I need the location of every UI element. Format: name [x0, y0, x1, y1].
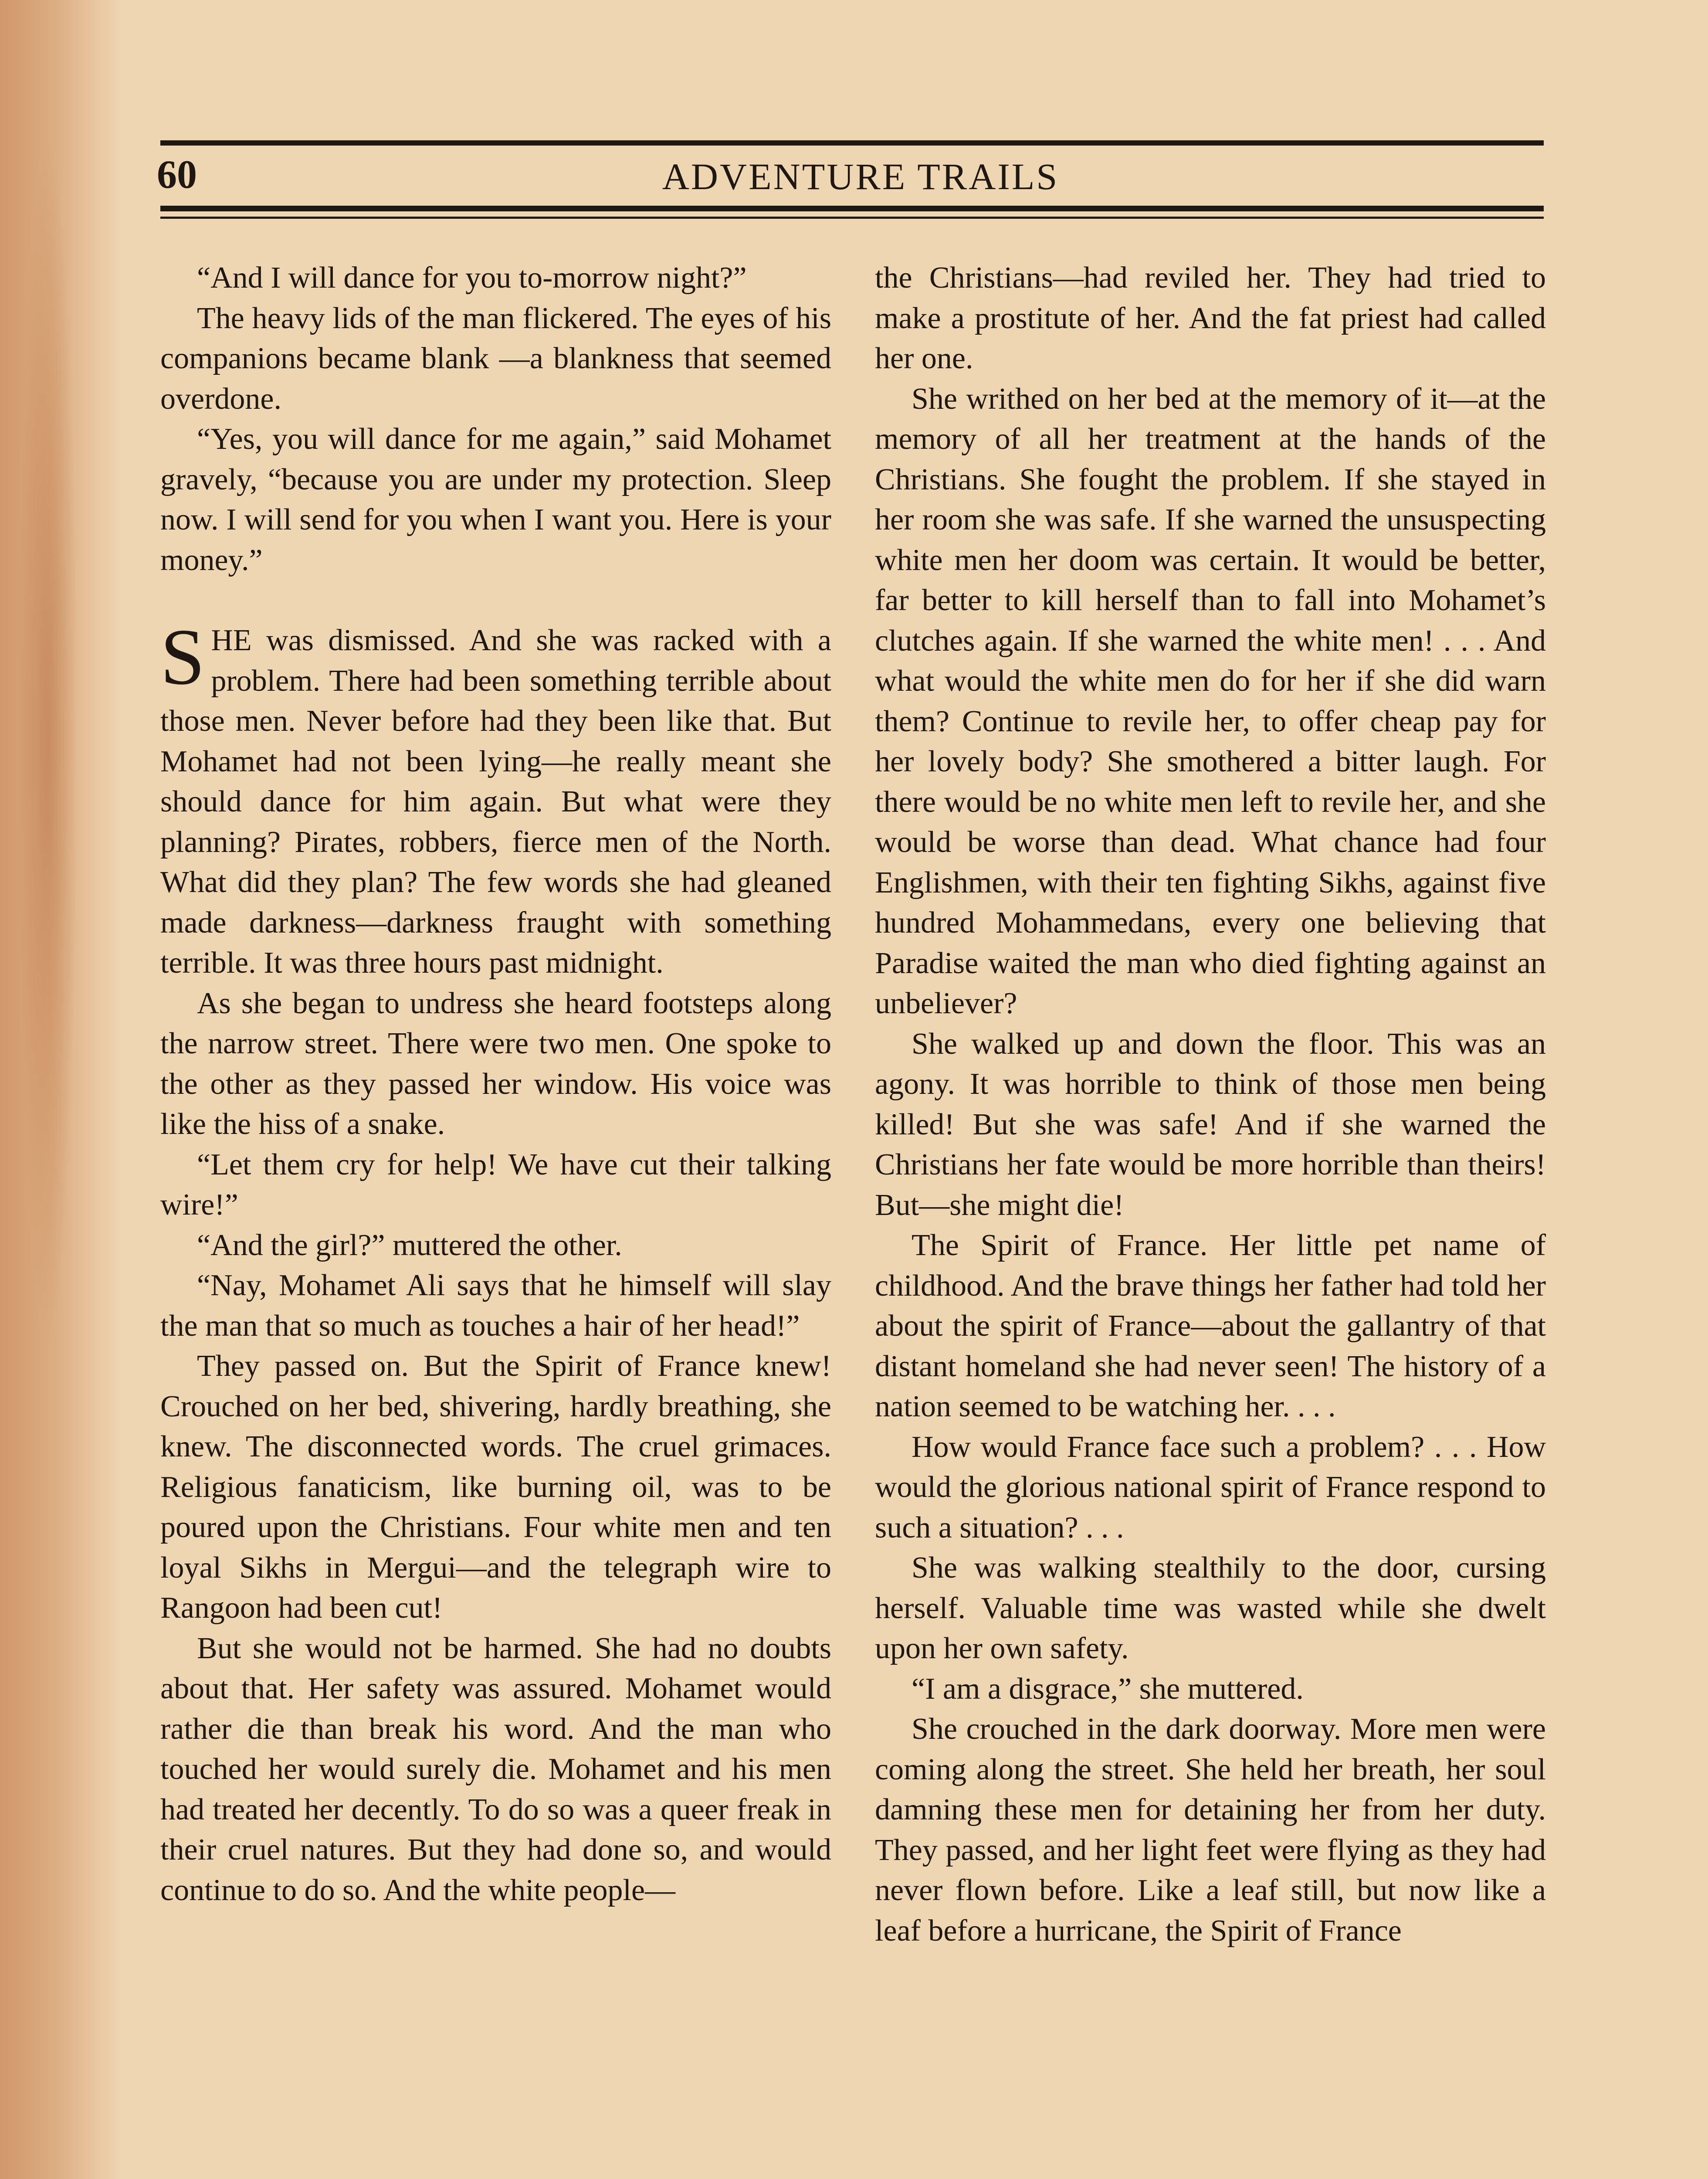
paragraph: “And the girl?” muttered the other. [197, 1228, 622, 1262]
paragraph: The heavy lids of the man flickered. The eyes of his companions became blank —a blankness that seemed overdone. [160, 301, 831, 416]
paragraph: But she would not be harmed. She had no doubts about that. Her safety was assured. Mohamet would rather die than break his word. And the man who touched her would surely die. Mohamet and his men had treated her decently. To do so was a queer freak in their cruel natures. But they had done so, and would continue to do so. And the white people— [160, 1631, 831, 1907]
paragraph: They passed on. But the Spirit of France knew! Crouched on her bed, shivering, hardly breathing, she knew. The disconnected words. The cruel grimaces. Religious fanaticism, like burning oil, was to be poured upon the Christians. Four white men and ten loyal Sikhs in Mergui—and the telegraph wire to Rangoon had been cut! [160, 1349, 831, 1625]
paragraph: “Nay, Mohamet Ali says that he himself will slay the man that so much as touches a hair of her head!” [160, 1269, 831, 1343]
paragraph: the Christians—had reviled her. They had tried to make a prostitute of her. And the fat priest had called her one. [875, 261, 1546, 375]
right-column [875, 258, 1546, 1951]
section-break [160, 580, 831, 621]
header-rule-bottom-thin [160, 217, 1544, 219]
section-opening-paragraph [160, 612, 831, 984]
running-title: ADVENTURE TRAILS [662, 156, 1059, 197]
paragraph: The Spirit of France. Her little pet name of childhood. And the brave things her father had told her about the spirit of France—about the gallantry of that distant homeland she had never seen! The history of a nation seemed to be watching her. . . . [875, 1229, 1546, 1423]
paragraph: “I am a disgrace,” she muttered. [912, 1672, 1304, 1706]
page-number: 60 [157, 152, 197, 197]
paragraph: She writhed on her bed at the memory of it—at the memory of all her treatment at the hands of the Christians. She fought the problem. If she stayed in her room she was safe. If she warned the unsuspecting white men her doom was certain. It would be better, far better to kill herself than to fall into Mohamet’s clutches again. If she warned the white men! . . . And what would the white men do for her if she did warn them? Continue to revile her, to offer cheap pay for her lovely body? She smothered a bitter laugh. For there would be no white men left to revile her, and she would be worse than dead. What chance had four Englishmen, with their ten fighting Sikhs, against five hundred Mohammedans, every one believing that Paradise waited the man who died fighting against an unbeliever? [875, 382, 1546, 1020]
page-stain-dark [17, 131, 78, 1351]
header-rule-bottom [160, 206, 1544, 211]
left-column [160, 258, 831, 1911]
paragraph: How would France face such a problem? . . . How would the glorious national spirit of France respond to such a situation? . . . [875, 1430, 1546, 1544]
paragraph: “And I will dance for you to-morrow night?” [197, 261, 747, 295]
paragraph: “Yes, you will dance for me again,” said Mohamet gravely, “because you are under my protection. Sleep now. I will send for you when I want you. Here is your money.” [160, 422, 831, 577]
paragraph: She walked up and down the floor. This was an agony. It was horrible to think of those men being killed! But she was safe! And if she warned the Christians her fate would be more horrible than theirs! But—she might die! [875, 1027, 1546, 1222]
paragraph: She was walking stealthily to the door, cursing herself. Valuable time was wasted while she dwelt upon her own safety. [875, 1551, 1546, 1665]
paragraph: She crouched in the dark doorway. More men were coming along the street. She held her breath, her soul damning these men for detaining her from her duty. They passed, and her light feet were flying as they had never flown before. Like a leaf still, but now like a leaf before a hurricane, the Spirit of France [875, 1712, 1546, 1948]
header-rule-top [160, 140, 1544, 146]
paragraph: As she began to undress she heard footsteps along the narrow street. There were two men. One spoke to the other as they passed her window. His voice was like the hiss of a snake. [160, 986, 831, 1141]
paragraph: “Let them cry for help! We have cut their talking wire!” [160, 1147, 831, 1222]
drop-cap: S [160, 612, 205, 701]
section-opening-text: HE was dismissed. And she was racked with a problem. There had been something terrible about those men. Never before had they been like that. But Mohamet had not been lying—he really meant she should dance for him again. But what were they planning? Pirates, robbers, fierce men of the North. What did they plan? The few words she had gleaned made darkness—darkness fraught with something terrible. It was three hours past midnight. [160, 624, 831, 980]
